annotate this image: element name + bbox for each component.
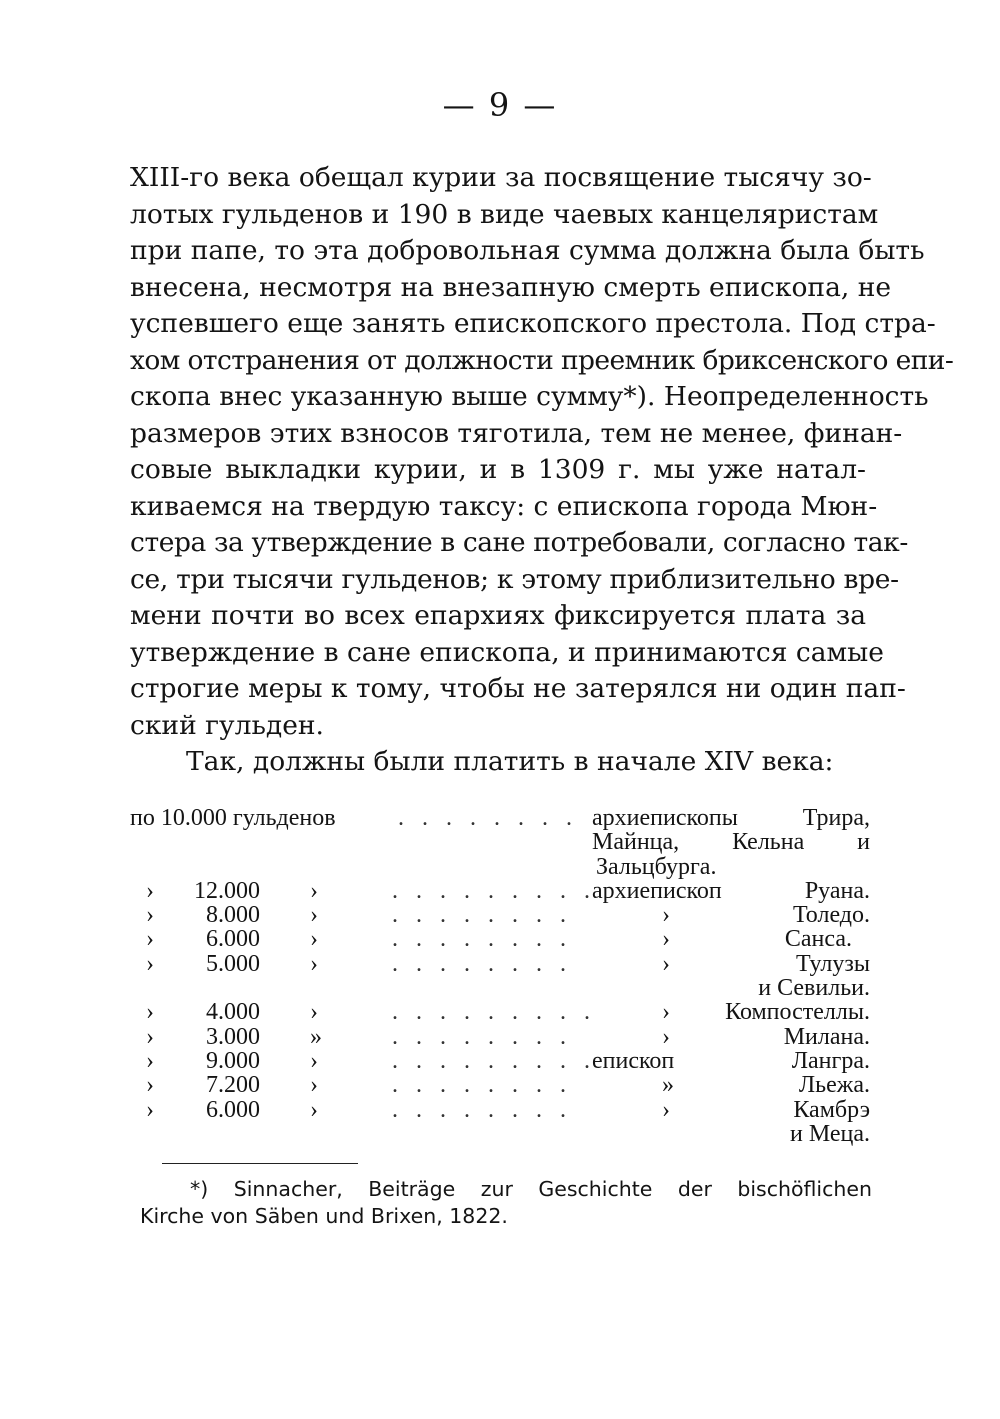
ditto-mark: ›	[310, 999, 318, 1026]
text-line: хом отстранения от должности преемник бриксенского епи-	[130, 344, 954, 376]
ditto-mark: ›	[146, 1072, 154, 1099]
footnote-rule	[162, 1163, 358, 1164]
table-row	[130, 1122, 870, 1146]
title-cell: Зальцбурга.	[596, 853, 717, 880]
ditto-mark: ›	[310, 902, 318, 929]
text-line: утверждение в сане епископа, и принимаются самые	[130, 636, 884, 668]
amount-cell: по 10.000 гульденов	[130, 805, 336, 831]
table-row	[130, 806, 870, 830]
table-row	[130, 952, 870, 976]
page-number: — 9 —	[442, 86, 558, 124]
text-line: строгие меры к тому, чтобы не затерялся ни один пап-	[130, 673, 906, 704]
ditto-mark: ›	[146, 926, 154, 953]
amount-cell: 4.000	[206, 999, 260, 1026]
footnote-line: Kirche von Säben und Brixen, 1822.	[140, 1204, 508, 1228]
city-cell: Камбрэ	[793, 1096, 870, 1123]
text-line: стера за утверждение в сане потребовали, согласно так-	[130, 527, 908, 558]
payment-table	[130, 806, 870, 1146]
table-row	[130, 1073, 870, 1097]
text-line: мени почти во всех епархиях фиксируется плата за	[130, 600, 866, 631]
ditto-mark: »	[662, 1072, 674, 1099]
main-text	[130, 160, 954, 781]
table-row	[130, 927, 870, 951]
leader-dots: . . . . . . . .	[392, 1096, 572, 1123]
ditto-mark: ›	[146, 1047, 154, 1074]
ditto-mark: ›	[310, 926, 318, 953]
leader-dots: . . . . . . . .	[392, 926, 572, 953]
city-cell: Льежа.	[798, 1072, 870, 1099]
table-row	[130, 1000, 870, 1024]
city-cell: Лангра.	[791, 1047, 870, 1074]
text-line: при папе, то эта добровольная сумма должна была быть	[130, 235, 925, 266]
leader-dots: . . . . . . . .	[392, 902, 572, 929]
city-continuation: и Меца.	[789, 1120, 870, 1147]
ditto-mark: ›	[146, 999, 154, 1026]
footnote	[140, 1176, 872, 1230]
ditto-mark: ›	[310, 1096, 318, 1123]
text-line: се, три тысячи гульденов; к этому приблизительно вре-	[130, 563, 899, 595]
city-cell: Тулузы	[796, 950, 870, 977]
city-continuation: и Севильи.	[758, 975, 870, 1002]
city-cell: Милана.	[783, 1023, 870, 1050]
ditto-mark: ›	[662, 1023, 670, 1050]
table-intro: Так, должны были платить в начале XIV века:	[186, 746, 834, 777]
table-row	[130, 855, 870, 879]
text-line: размеров этих взносов тяготила, тем не менее, финан-	[130, 417, 903, 449]
ditto-mark: »	[310, 1023, 322, 1050]
amount-cell: 5.000	[206, 950, 260, 977]
text-line: XIII-го века обещал курии за посвящение тысячу зо-	[130, 162, 872, 193]
title-cell: архиепископ	[592, 877, 722, 904]
ditto-mark: ›	[146, 1023, 154, 1050]
ditto-mark: ›	[146, 902, 154, 929]
amount-cell: 6.000	[206, 1096, 260, 1123]
ditto-mark: ›	[310, 950, 318, 977]
text-line: скопа внес указанную выше сумму*). Неопределенность	[130, 381, 929, 412]
table-row	[130, 1098, 870, 1122]
text-line: лотых гульденов и 190 в виде чаевых канцеляристам	[130, 198, 879, 230]
ditto-mark: ›	[310, 1072, 318, 1099]
ditto-mark: ›	[662, 999, 670, 1026]
leader-dots: . . . . . . . .	[392, 1072, 572, 1099]
text-line: успевшего еще занять епископского престола. Под стра-	[130, 308, 936, 339]
amount-cell: 3.000	[206, 1023, 260, 1050]
amount-cell: 8.000	[206, 902, 260, 929]
ditto-mark: ›	[662, 950, 670, 977]
table-row	[130, 976, 870, 1000]
text-line: киваемся на твердую таксу: с епископа города Мюн-	[130, 490, 878, 522]
title-cell: епископ	[592, 1047, 675, 1074]
amount-cell: 7.200	[206, 1072, 260, 1099]
ditto-mark: ›	[662, 902, 670, 929]
city-cell: Санса.	[784, 926, 852, 953]
amount-cell: 12.000	[194, 877, 260, 904]
table-row	[130, 879, 870, 903]
leader-dots: . . . . . . . . .	[392, 1047, 596, 1074]
table-row	[130, 1025, 870, 1049]
ditto-mark: ›	[146, 877, 154, 904]
text-line: совые выкладки курии, и в 1309 г. мы уже натал-	[130, 454, 866, 485]
ditto-mark: ›	[146, 1096, 154, 1123]
table-row	[130, 1049, 870, 1073]
leader-dots: . . . . . . . . .	[392, 999, 596, 1026]
leader-dots: . . . . . . . . .	[392, 877, 596, 904]
city-cell: Толедо.	[792, 902, 870, 929]
footnote-line: *) Sinnacher, Beiträge zur Geschichte der bischöflichen	[190, 1177, 872, 1201]
ditto-mark: ›	[310, 1047, 318, 1074]
city-cell: Компостеллы.	[725, 999, 870, 1026]
text-line: внесена, несмотря на внезапную смерть епископа, не	[130, 271, 892, 303]
ditto-mark: ›	[662, 1096, 670, 1123]
ditto-mark: ›	[146, 950, 154, 977]
leader-dots: . . . . . . . .	[398, 805, 578, 831]
title-cell: архиепископы Трира,	[592, 805, 870, 831]
title-cell: Майнца, Кельна и	[592, 829, 870, 856]
amount-cell: 9.000	[206, 1047, 260, 1074]
table-row	[130, 903, 870, 927]
leader-dots: . . . . . . . .	[392, 950, 572, 977]
amount-cell: 6.000	[206, 926, 260, 953]
table-row	[130, 830, 870, 854]
ditto-mark: ›	[662, 926, 670, 953]
leader-dots: . . . . . . . .	[392, 1023, 572, 1050]
city-cell: Руана.	[804, 877, 870, 904]
text-line: ский гульден.	[130, 709, 324, 741]
ditto-mark: ›	[310, 877, 318, 904]
